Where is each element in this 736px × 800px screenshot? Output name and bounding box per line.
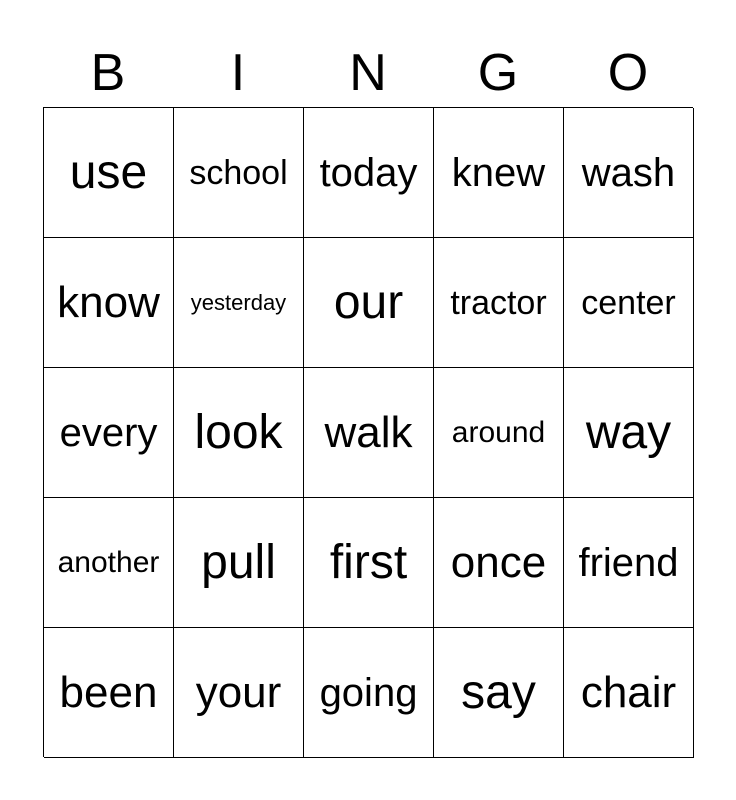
bingo-cell[interactable]: friend	[564, 498, 694, 628]
bingo-cell[interactable]: tractor	[434, 238, 564, 368]
bingo-cell[interactable]: knew	[434, 108, 564, 238]
bingo-cell[interactable]: look	[174, 368, 304, 498]
bingo-cell[interactable]: pull	[174, 498, 304, 628]
bingo-cell[interactable]: use	[44, 108, 174, 238]
bingo-cell[interactable]: chair	[564, 628, 694, 758]
bingo-cell[interactable]: first	[304, 498, 434, 628]
header-letter-o: O	[607, 44, 649, 102]
bingo-cell[interactable]: today	[304, 108, 434, 238]
bingo-cell[interactable]: been	[44, 628, 174, 758]
bingo-cell[interactable]: yesterday	[174, 238, 304, 368]
header-letter-n: N	[349, 44, 387, 102]
bingo-cell[interactable]: around	[434, 368, 564, 498]
bingo-cell[interactable]: our	[304, 238, 434, 368]
bingo-cell[interactable]: school	[174, 108, 304, 238]
bingo-cell[interactable]: going	[304, 628, 434, 758]
bingo-cell[interactable]: wash	[564, 108, 694, 238]
bingo-cell[interactable]: way	[564, 368, 694, 498]
bingo-cell[interactable]: walk	[304, 368, 434, 498]
bingo-cell[interactable]: center	[564, 238, 694, 368]
bingo-board	[43, 107, 693, 757]
header-letter-g: G	[477, 44, 519, 102]
bingo-cell[interactable]: your	[174, 628, 304, 758]
bingo-cell[interactable]: every	[44, 368, 174, 498]
bingo-cell[interactable]: say	[434, 628, 564, 758]
bingo-cell[interactable]: know	[44, 238, 174, 368]
bingo-cell[interactable]: once	[434, 498, 564, 628]
header-letter-i: I	[230, 44, 246, 102]
bingo-cell[interactable]: another	[44, 498, 174, 628]
bingo-header	[43, 40, 693, 106]
header-letter-b: B	[90, 44, 126, 102]
